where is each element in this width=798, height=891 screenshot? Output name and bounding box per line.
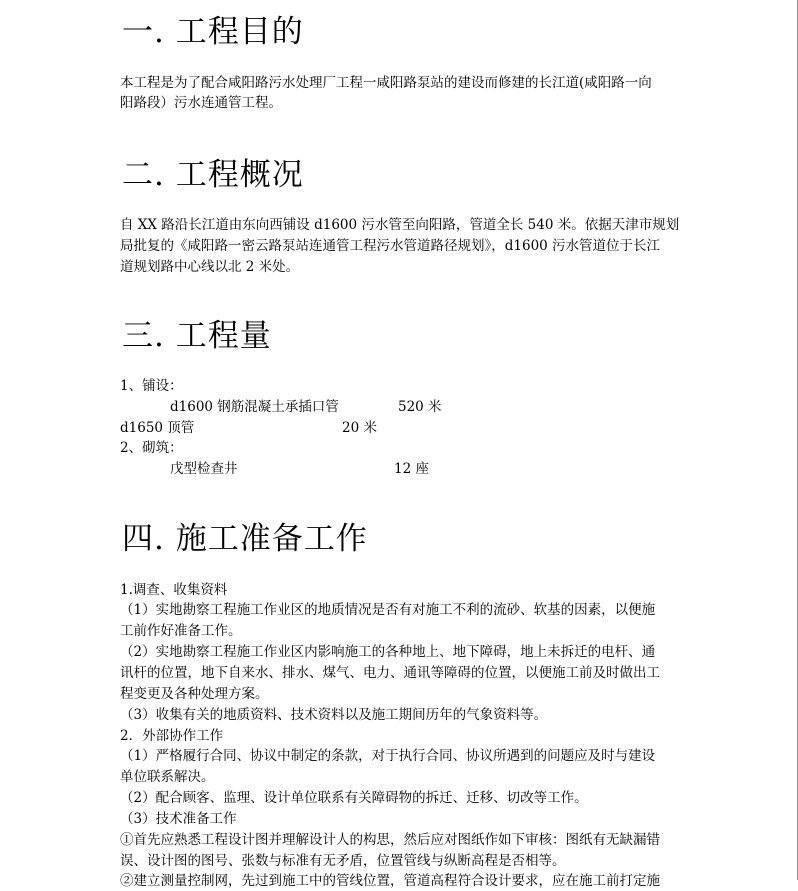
section-4-line: 讯杆的位置，地下自来水、排水、煤气、电力、通讯等障碍的位置，以便施工前及时做出工 — [120, 665, 660, 681]
section-2-line-1: 自 XX 路沿长江道由东向西铺设 d1600 污水管至向阳路，管道全长 540 米。依据天津市规划 — [120, 217, 680, 233]
quantity-item-name: 戊型检查井 — [170, 461, 238, 477]
section-4-heading: 四. 施工准备工作 — [122, 521, 368, 557]
section-1-heading: 一. 工程目的 — [122, 14, 304, 50]
section-1-line-2: 阳路段）污水连通管工程。 — [120, 95, 282, 111]
section-2-line-2: 局批复的《咸阳路一密云路泵站连通管工程污水管道路径规划》，d1600 污水管道位于长江 — [120, 238, 661, 254]
section-2-line-3: 道规划路中心线以北 2 米处。 — [120, 259, 300, 275]
quantity-item-qty: 12 座 — [394, 461, 429, 477]
section-3-heading: 三. 工程量 — [122, 318, 272, 354]
section-4-line: （1）严格履行合同、协议中制定的条款，对于执行合同、协议所遇到的问题应及时与建设 — [120, 748, 656, 764]
section-4-line: 程变更及各种处理方案。 — [120, 686, 269, 702]
section-4-line: （2）实地勘察工程施工作业区内影响施工的各种地上、地下障碍，地上未拆迁的电杆、通 — [120, 644, 656, 660]
section-4-line: （3）技术准备工作 — [120, 811, 237, 827]
quantity-group-label: 2、砌筑： — [120, 440, 183, 456]
quantity-item-qty: 20 米 — [342, 420, 377, 436]
quantity-item-name: d1600 钢筋混凝土承插口管 — [170, 399, 339, 415]
section-4-line: 2．外部协作工作 — [120, 728, 224, 744]
section-4-line: （1）实地勘察工程施工作业区的地质情况是否有对施工不利的流砂、软基的因素，以便施 — [120, 602, 656, 618]
section-4-line: （3）收集有关的地质资料、技术资料以及施工期间历年的气象资料等。 — [120, 707, 548, 723]
section-4-line: 1.调查、收集资料 — [120, 582, 228, 598]
quantity-item-name: d1650 顶管 — [120, 420, 195, 436]
section-2-heading: 二. 工程概况 — [122, 157, 304, 193]
section-4-line: 工前作好准备工作。 — [120, 623, 242, 639]
section-1-line-1: 本工程是为了配合咸阳路污水处理厂工程一咸阳路泵站的建设而修建的长江道(咸阳路一向 — [120, 75, 652, 91]
section-4-line: ①首先应熟悉工程设计图并理解设计人的构思，然后应对图纸作如下审核：图纸有无缺漏错 — [120, 832, 660, 848]
quantity-group-label: 1、铺设： — [120, 378, 183, 394]
section-4-line: ②建立测量控制网，先过到施工中的管线位置，管道高程符合设计要求，应在施工前打定施 — [120, 873, 660, 889]
section-4-line: （2）配合顾客、监理、设计单位联系有关障碍物的拆迁、迁移、切改等工作。 — [120, 790, 588, 806]
section-4-line: 单位联系解决。 — [120, 769, 215, 785]
section-4-line: 误、设计图的图号、张数与标准有无矛盾，位置管线与纵断高程是否相等。 — [120, 853, 566, 869]
quantity-item-qty: 520 米 — [398, 399, 442, 415]
